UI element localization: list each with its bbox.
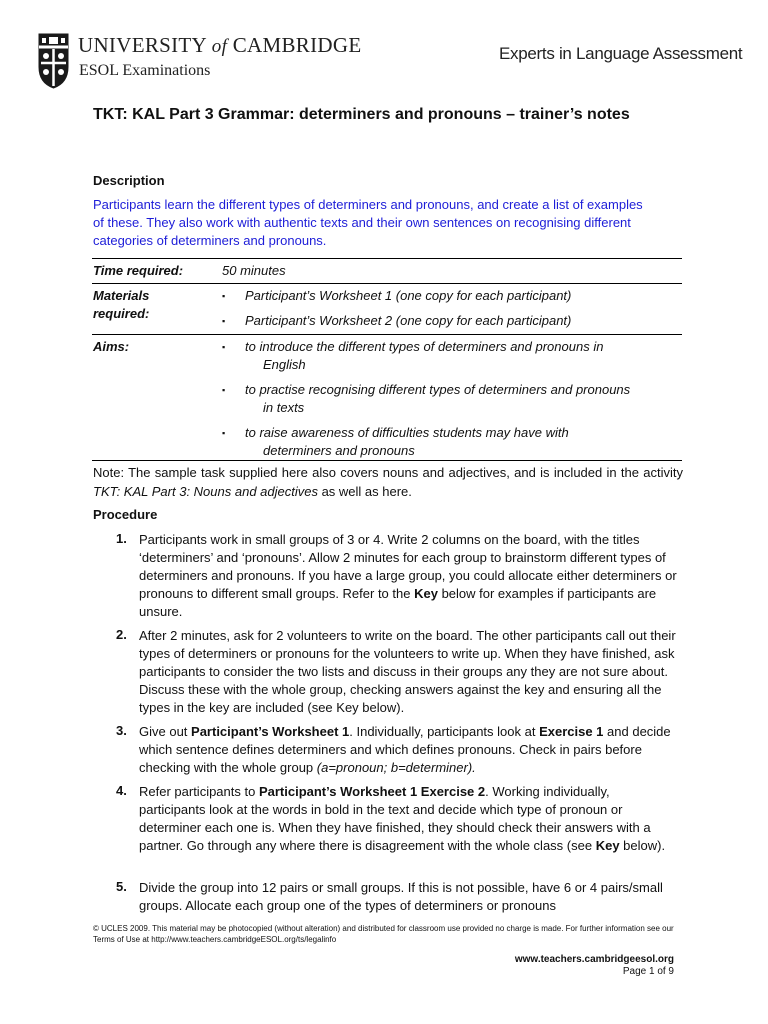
step-number: 1. (116, 531, 127, 546)
time-value: 50 minutes (222, 263, 286, 278)
cambridge-crest-logo (38, 33, 69, 89)
bullet: ▪ (222, 342, 226, 352)
aims-item-1: to introduce the different types of determiners and pronouns in English (245, 339, 604, 372)
aims-label: Aims: (93, 339, 130, 354)
page-number: Page 1 of 9 (622, 966, 674, 977)
copyright-notice: © UCLES 2009. This material may be photocopied (without alteration) and distributed for classroom use provided no charge is made. For further information see our Terms of Use at http://www.teachers.cambridgeESOL.org/ts/legalinfo (93, 924, 674, 944)
procedure-step-5: Divide the group into 12 pairs or small groups. If this is not possible, have 6 or 4 pairs/small groups. Allocate each group one of the types of determiners or pronouns (139, 880, 663, 913)
tagline: Experts in Language Assessment (499, 44, 743, 63)
esol-examinations: ESOL Examinations (79, 62, 211, 79)
procedure-heading: Procedure (93, 507, 158, 522)
step-number: 5. (116, 879, 127, 894)
procedure-step-3: Give out Participant’s Worksheet 1. Individually, participants look at Exercise 1 and decide which sentence defines determiners and which defines pronouns. Check in pairs before checking with the whole group (a=pronoun; b=determiner). (139, 724, 671, 775)
aims-item-2: to practise recognising different types of determiners and pronouns in texts (245, 382, 631, 415)
document-title: TKT: KAL Part 3 Grammar: determiners and pronouns – trainer’s notes (93, 106, 630, 123)
table-rule (92, 334, 682, 335)
step-number: 2. (116, 627, 127, 642)
university-name: UNIVERSITY of CAMBRIDGE (78, 33, 362, 57)
aims-item-3: to raise awareness of difficulties students may have with determiners and pronouns (245, 425, 569, 458)
procedure-step-4: Refer participants to Participant’s Worksheet 1 Exercise 2. Working individually, participants look at the words in bold in the text and decide which type of pronoun or determiner each one is. When they have finished, they should check their answers with a partner. Go through any where there is disagreement with the whole class (see Key below). (139, 784, 666, 853)
procedure-step-2: After 2 minutes, ask for 2 volunteers to write on the board. The other participants call out their types of determiners or pronouns for the volunteers to write up. When they have finished, ask participants to consider the two lists and discuss in their groups any they are not sure about. Discuss these with the whole group, checking answers against the key and ensuring all the types in the key are included (see Key below). (139, 628, 676, 715)
materials-label: Materials required: (93, 288, 150, 321)
step-number: 3. (116, 723, 127, 738)
procedure-step-1: Participants work in small groups of 3 or 4. Write 2 columns on the board, with the titles ‘determiners’ and ‘pronouns’. Allow 2 minutes for each group to brainstorm different types of determiners and pronouns. If you have a large group, you could allocate either determiners or pronouns to different small groups. Refer to the Key below for examples if participants are unsure. (139, 532, 677, 619)
table-rule (92, 283, 682, 284)
step-number: 4. (116, 783, 127, 798)
bullet: ▪ (222, 291, 226, 301)
table-bottom-rule (92, 460, 682, 461)
bullet: ▪ (222, 428, 226, 438)
bullet: ▪ (222, 385, 226, 395)
description-text: Participants learn the different types of determiners and pronouns, and create a list of examples of these. They also work with authentic texts and their own sentences on recognising different categories of determiners and pronouns. (93, 197, 643, 248)
footer-url: www.teachers.cambridgeesol.org (514, 954, 674, 965)
table-top-rule (92, 258, 682, 259)
materials-item-1: Participant’s Worksheet 1 (one copy for each participant) (245, 288, 572, 303)
bullet: ▪ (222, 316, 226, 326)
note-paragraph: Note: The sample task supplied here also covers nouns and adjectives, and is included in the activity TKT: KAL Part 3: Nouns and adjectives as well as here. (93, 465, 683, 499)
description-heading: Description (93, 173, 165, 188)
time-label: Time required: (93, 263, 184, 278)
materials-item-2: Participant’s Worksheet 2 (one copy for each participant) (245, 313, 572, 328)
